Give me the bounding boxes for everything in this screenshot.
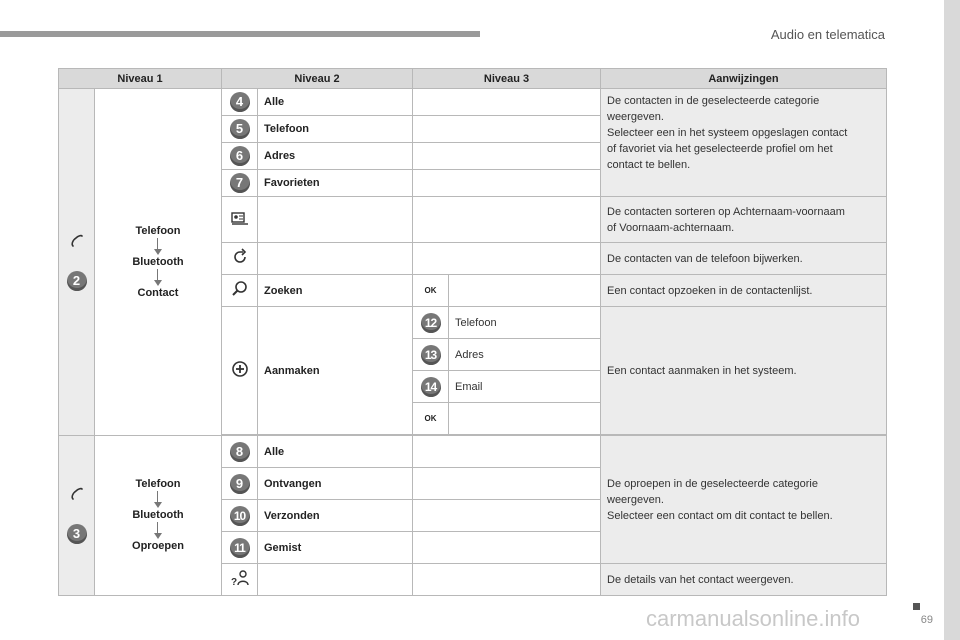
add-icon-cell xyxy=(222,307,258,435)
nav-path-contacts xyxy=(95,89,222,436)
desc-show-calls xyxy=(601,436,887,564)
level3-empty xyxy=(449,403,601,435)
step-badge: 11 xyxy=(230,538,250,558)
level2-empty xyxy=(258,564,413,596)
menu-table xyxy=(58,68,887,596)
header-bar xyxy=(0,31,480,37)
level2-label: Verzonden xyxy=(258,500,413,532)
nav-item-phone: Telefoon xyxy=(135,478,181,490)
ok-label: OK xyxy=(413,403,449,435)
badge-cell xyxy=(222,143,258,170)
desc-line: De contacten in de geselecteerde categorie xyxy=(607,95,820,107)
desc-line: weergeven. xyxy=(607,111,664,123)
level3-empty xyxy=(413,468,601,500)
badge-cell xyxy=(222,89,258,116)
step-badge: 4 xyxy=(230,92,250,112)
contact-details-icon xyxy=(230,578,250,590)
desc-line: of favoriet via het geselecteerde profiel om het xyxy=(607,143,833,155)
level1-contacts-cell xyxy=(59,89,95,436)
nav-item-bluetooth: Bluetooth xyxy=(132,509,184,521)
level3-empty xyxy=(413,436,601,468)
details-icon-cell xyxy=(222,564,258,596)
level2-label: Ontvangen xyxy=(258,468,413,500)
watermark: carmanualsonline.info xyxy=(645,606,860,631)
level2-label: Alle xyxy=(258,436,413,468)
desc-sort-contacts xyxy=(601,197,887,243)
badge-cell xyxy=(222,532,258,564)
page-number: 69 xyxy=(920,614,933,626)
refresh-icon xyxy=(231,257,249,269)
desc-create-contact: Een contact aanmaken in het systeem. xyxy=(601,307,887,435)
desc-contact-details: De details van het contact weergeven. xyxy=(601,564,887,596)
add-circle-icon xyxy=(231,369,249,381)
level3-label: Telefoon xyxy=(449,307,601,339)
desc-line: of Voornaam-achternaam. xyxy=(607,221,735,234)
page-edge-strip xyxy=(944,0,960,640)
step-badge: 6 xyxy=(230,146,250,166)
step-badge: 7 xyxy=(230,173,250,193)
level2-empty xyxy=(258,243,413,275)
level2-label: Gemist xyxy=(258,532,413,564)
level3-empty xyxy=(413,243,601,275)
phone-icon xyxy=(65,487,88,504)
badge-cell xyxy=(413,307,449,339)
level3-empty xyxy=(413,564,601,596)
step-badge: 5 xyxy=(230,119,250,139)
level3-empty xyxy=(413,143,601,170)
header-level-3: Niveau 3 xyxy=(413,69,601,89)
badge-cell xyxy=(413,371,449,403)
badge-cell xyxy=(222,436,258,468)
desc-line: weergeven. xyxy=(607,493,664,506)
level3-empty xyxy=(413,170,601,197)
level2-label: Telefoon xyxy=(258,116,413,143)
nav-item-calls: Oproepen xyxy=(132,540,184,552)
step-badge: 9 xyxy=(230,474,250,494)
arrow-down-icon xyxy=(152,491,164,509)
ok-label: OK xyxy=(413,275,449,307)
step-badge: 3 xyxy=(67,524,87,544)
level3-empty xyxy=(413,500,601,532)
svg-text:?: ? xyxy=(230,577,237,587)
level3-label: Email xyxy=(449,371,601,403)
level2-label: Alle xyxy=(258,89,413,116)
step-badge: 10 xyxy=(230,506,250,526)
arrow-down-icon xyxy=(152,522,164,540)
desc-line: De oproepen in de geselecteerde categorie xyxy=(607,477,818,490)
step-badge: 14 xyxy=(421,377,441,397)
badge-cell xyxy=(222,116,258,143)
refresh-icon-cell xyxy=(222,243,258,275)
desc-line: Selecteer een in het systeem opgeslagen contact xyxy=(607,127,848,139)
level3-empty xyxy=(449,275,601,307)
nav-item-contact: Contact xyxy=(137,286,179,299)
step-badge: 8 xyxy=(230,442,250,462)
step-badge: 13 xyxy=(421,345,441,365)
level2-label: Adres xyxy=(258,143,413,170)
page-header-title: Audio en telematica xyxy=(770,27,885,42)
page-end-marker xyxy=(913,603,920,610)
level2-empty xyxy=(258,197,413,243)
level3-empty xyxy=(413,532,601,564)
level2-label: Favorieten xyxy=(258,170,413,197)
desc-line: Selecteer een contact om dit contact te bellen. xyxy=(607,509,833,522)
nav-item-phone: Telefoon xyxy=(135,224,181,237)
level3-empty xyxy=(413,197,601,243)
desc-search-contact: Een contact opzoeken in de contactenlijst. xyxy=(601,275,887,307)
header-instructions: Aanwijzingen xyxy=(601,69,887,89)
search-icon xyxy=(231,289,249,301)
step-badge: 2 xyxy=(67,271,87,291)
desc-line: De contacten sorteren op Achternaam-voornaam xyxy=(607,205,845,218)
phone-icon xyxy=(65,234,88,251)
sort-icon-cell xyxy=(222,197,258,243)
nav-item-bluetooth: Bluetooth xyxy=(132,255,184,268)
badge-cell xyxy=(222,500,258,532)
arrow-down-icon xyxy=(152,269,164,287)
level2-create-label: Aanmaken xyxy=(258,307,413,435)
level1-calls-cell xyxy=(59,436,95,596)
badge-cell xyxy=(413,339,449,371)
search-icon-cell xyxy=(222,275,258,307)
nav-path-calls xyxy=(95,436,222,596)
step-badge: 12 xyxy=(421,313,441,333)
header-level-2: Niveau 2 xyxy=(222,69,413,89)
desc-update-contacts: De contacten van de telefoon bijwerken. xyxy=(601,243,887,275)
desc-show-contacts xyxy=(601,89,887,197)
level3-label: Adres xyxy=(449,339,601,371)
arrow-down-icon xyxy=(152,238,164,256)
level3-empty xyxy=(413,89,601,116)
header-level-1: Niveau 1 xyxy=(59,69,222,89)
level3-empty xyxy=(413,116,601,143)
badge-cell xyxy=(222,468,258,500)
sort-contacts-icon xyxy=(231,216,249,228)
badge-cell xyxy=(222,170,258,197)
desc-line: contact te bellen. xyxy=(607,159,691,171)
level2-search-label: Zoeken xyxy=(258,275,413,307)
